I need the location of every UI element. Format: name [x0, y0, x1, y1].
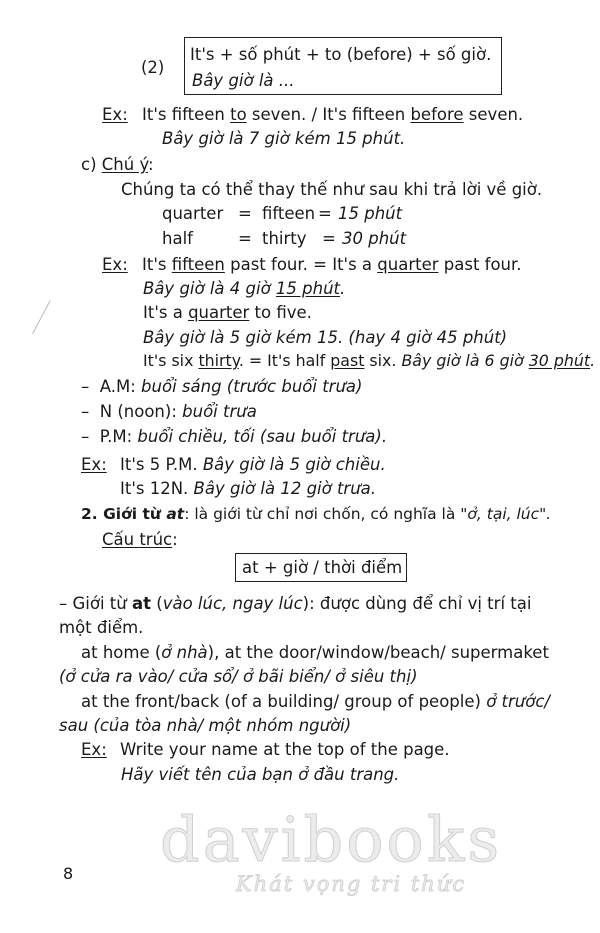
- example-label: Ex:: [102, 255, 128, 274]
- equals-sign: =: [238, 229, 252, 248]
- abbreviation-item: – A.M: buổi sáng (trước buổi trưa): [81, 377, 363, 396]
- example-sentence: It's fifteen past four. = It's a quarter past four.: [142, 255, 522, 274]
- equivalence-word: quarter: [162, 204, 224, 223]
- equivalence-value: fifteen: [262, 204, 316, 223]
- example-sentence: It's 12N. Bây giờ là 12 giờ trưa.: [120, 479, 377, 498]
- equivalence-value: thirty: [262, 229, 307, 248]
- equivalence-translation: 15 phút: [338, 204, 403, 223]
- paragraph-line: một điểm.: [59, 618, 144, 637]
- abbreviation-item: – P.M: buổi chiều, tối (sau buổi trưa).: [81, 427, 388, 446]
- abbreviation-item: – N (noon): buổi trưa: [81, 402, 257, 421]
- paragraph-line: (ở cửa ra vào/ cửa sổ/ ở bãi biển/ ở siêu thị): [59, 667, 418, 686]
- equals-sign: =: [322, 229, 336, 248]
- paragraph-line: sau (của tòa nhà/ một nhóm người): [59, 716, 352, 735]
- watermark-brand: davibooks: [160, 803, 503, 876]
- note-intro: Chúng ta có thể thay thế như sau khi trả lời về giờ.: [121, 180, 543, 199]
- example-sentence: It's 5 P.M. Bây giờ là 5 giờ chiều.: [120, 455, 386, 474]
- example-sentence: It's fifteen to seven. / It's fifteen before seven.: [142, 105, 524, 124]
- example-label: Ex:: [81, 740, 107, 759]
- structure-formula: at + giờ / thời điểm: [242, 558, 403, 577]
- equals-sign: =: [238, 204, 252, 223]
- example-sentence: Write your name at the top of the page.: [120, 740, 450, 759]
- paragraph-line: at the front/back (of a building/ group of people) ở trước/: [81, 692, 550, 711]
- paragraph-line: at home (ở nhà), at the door/window/beach/ supermaket: [81, 643, 549, 662]
- example-label: Ex:: [81, 455, 107, 474]
- note-heading: c) Chú ý:: [81, 155, 154, 174]
- example-translation: Bây giờ là 4 giờ 15 phút.: [143, 279, 346, 298]
- equivalence-translation: 30 phút: [342, 229, 407, 248]
- example-translation: Bây giờ là 5 giờ kém 15. (hay 4 giờ 45 phút): [143, 328, 508, 347]
- structure-label: Cấu trúc:: [102, 530, 178, 549]
- watermark-slogan: Khát vọng tri thức: [236, 872, 467, 896]
- example-sentence: It's a quarter to five.: [143, 303, 312, 322]
- margin-mark: [32, 300, 51, 334]
- example-translation: Hãy viết tên của bạn ở đầu trang.: [121, 765, 400, 784]
- page-number: 8: [63, 864, 74, 883]
- example-label: Ex:: [102, 105, 128, 124]
- example-sentence: It's six thirty. = It's half past six. Bây giờ là 6 giờ 30 phút.: [143, 351, 596, 370]
- formula-line-1: It's + số phút + to (before) + số giờ.: [190, 45, 492, 64]
- paragraph-line: – Giới từ at (vào lúc, ngay lúc): được dùng để chỉ vị trí tại: [59, 594, 532, 613]
- equals-sign: =: [318, 204, 332, 223]
- formula-line-2: Bây giờ là ...: [192, 71, 295, 90]
- section-heading: 2. Giới từ at: là giới từ chỉ nơi chốn, có nghĩa là "ở, tại, lúc".: [81, 505, 552, 523]
- formula-number: (2): [141, 58, 165, 77]
- example-translation: Bây giờ là 7 giờ kém 15 phút.: [162, 129, 406, 148]
- equivalence-word: half: [162, 229, 193, 248]
